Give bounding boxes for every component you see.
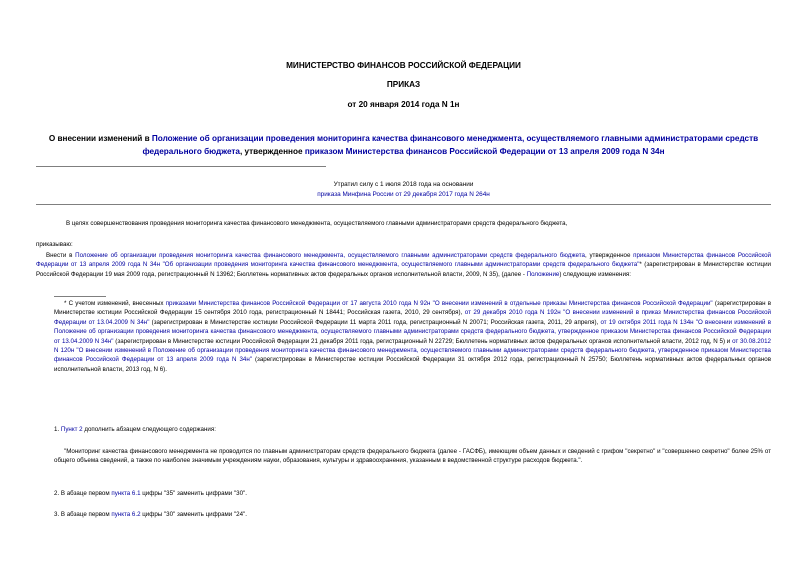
item-3 — [54, 510, 771, 519]
footnote-paragraph — [54, 299, 771, 374]
title-link-order[interactable]: приказом Министерства финансов Российской Федерации от 13 апреля 2009 года N 34н — [304, 147, 665, 156]
fn-link-2[interactable]: от 29 декабря 2010 года N 192н "О внесении изменений в приказ Министерства финансов Российской Федерации от 13.04.2009 N 34н" — [54, 309, 771, 326]
divider-top — [36, 166, 326, 167]
intro-paragraph: В целях совершенствования проведения мониторинга качества финансового менеджмента, осуществляемого главными администраторами средств федерального бюджета, — [66, 220, 568, 227]
quote-paragraph: "Мониторинг качества финансового менеджмента не проводится по главным администраторам средств федерального бюджета (далее - ГАСФБ), имеющим объем данных и сведений с грифом "секретно" и "совершенно секретно" более 25% от общего объема сведений, а также по наиболее значимым учреждениям науки, образования, культуры и здравоохранения, указанным в ведомственной структуре расходов бюджета.". — [54, 448, 771, 465]
title-link-regulation[interactable]: Положение об организации проведения мониторинга качества финансового менеджмента, осуществляемого главными администраторами средств федерального бюджета — [142, 134, 759, 156]
paragraph-amendments — [36, 251, 771, 279]
fn-text-3: (зарегистрирован в Министерстве юстиции Российской Федерации 11 марта 2011 года, регистрационный N 20071; Российская газета, 2011, 29 апреля), — [149, 318, 601, 326]
item-2 — [54, 489, 771, 498]
fn-text-2: (зарегистрирован в Министерстве юстиции Российской Федерации 15 сентября 2010 года, регистрационный N 18441; Российская газета, 2010, 29 сентября), — [54, 300, 771, 317]
doc-date-heading: от 20 января 2014 года N 1н — [347, 100, 460, 109]
lost-force-line: Утратил силу с 1 июля 2018 года на основании — [333, 181, 474, 188]
divider-main — [36, 204, 771, 205]
item2-text-2: цифры "35" заменить цифрами "30". — [140, 490, 247, 497]
item1-text-2: дополнить абзацем следующего содержания: — [82, 426, 216, 433]
ministry-heading: МИНИСТЕРСТВО ФИНАНСОВ РОССИЙСКОЙ ФЕДЕРАЦИИ — [286, 61, 521, 70]
lost-force-link[interactable]: приказа Минфина России от 29 декабря 2017 года N 264н — [317, 191, 490, 198]
document-title — [36, 132, 771, 158]
item3-text-1: 3. В абзаце первом — [54, 511, 112, 518]
title-text-1: О внесении изменений в — [48, 134, 152, 143]
title-text-2: , утвержденное — [239, 147, 305, 156]
item-1 — [54, 425, 771, 434]
item2-link[interactable]: пункта 6.1 — [111, 490, 141, 497]
p1-text-4: ) следующие изменения: — [559, 270, 631, 278]
item1-text-1: 1. — [54, 426, 61, 433]
doc-type-heading: ПРИКАЗ — [386, 80, 421, 89]
item2-text-1: 2. В абзаце первом — [54, 490, 112, 497]
fn-text-4: (зарегистрирован в Министерстве юстиции Российской Федерации 21 декабря 2011 года, регистрационный N 22729; Бюллетень нормативных актов федеральных органов исполнительной власти, 2012 год, N 5) и — [113, 337, 733, 345]
p1-link-polozhenie[interactable]: Положение — [526, 270, 560, 278]
item1-link[interactable]: Пункт 2 — [60, 426, 83, 433]
item3-text-2: цифры "30" заменить цифрами "24". — [140, 511, 247, 518]
p1-text-1: Внести в — [46, 252, 76, 259]
item3-link[interactable]: пункта 6.2 — [111, 511, 141, 518]
fn-link-1[interactable]: приказами Министерства финансов Российской Федерации от 17 августа 2010 года N 92н "О внесении изменений в отдельные приказы Министерства финансов Российской Федерации" — [165, 300, 713, 307]
fn-text-5: (зарегистрирован в Министерстве юстиции Российской Федерации 31 октября 2012 года, регистрационный N 25750; Бюллетень нормативных актов федеральных органов исполнительной власти, 2013 год, N 6). — [54, 356, 772, 373]
p1-text-3: * (зарегистрирован в Министерстве юстиции Российской Федерации 19 мая 2009 года, регистрационный N 13962; Бюллетень нормативных актов федеральных органов исполнительной власти, 2009, N 35), (далее - — [36, 261, 771, 278]
fn-link-4[interactable]: от 30.08.2012 N 120н "О внесении изменений в Положение об организации проведения мониторинга качества финансового менеджмента, осуществляемого главными администраторами средств федерального бюджета, утвержденное приказом Министерства финансов Российской Федерации от 13 апреля 2009 года N 34н" — [54, 337, 771, 364]
footnote-divider — [54, 296, 106, 297]
order-word: приказываю: — [36, 241, 73, 248]
p1-text-2: , утвержденное — [584, 252, 634, 259]
p1-link-order[interactable]: приказом Министерства финансов Российской Федерации от 13 апреля 2009 года N 34н "Об организации проведения мониторинга качества финансового менеджмента, осуществляемого главными администраторами средств федерального бюджета" — [36, 252, 771, 269]
fn-text-1: * С учетом изменений, внесенных — [64, 300, 166, 307]
lost-force-link-wrap — [200, 190, 607, 200]
p1-link-regulation[interactable]: Положение об организации проведения мониторинга качества финансового менеджмента, осуществляемого главными администраторами средств федерального бюджета — [75, 252, 585, 259]
fn-link-3[interactable]: от 19 октября 2011 года N 134н "О внесении изменений в Положение об организации проведения мониторинга качества финансового менеджмента, осуществляемого главными администраторами средств федерального бюджета, утвержденное приказом Министерства финансов Российской Федерации от 13.04.2009 N 34н" — [54, 318, 771, 345]
